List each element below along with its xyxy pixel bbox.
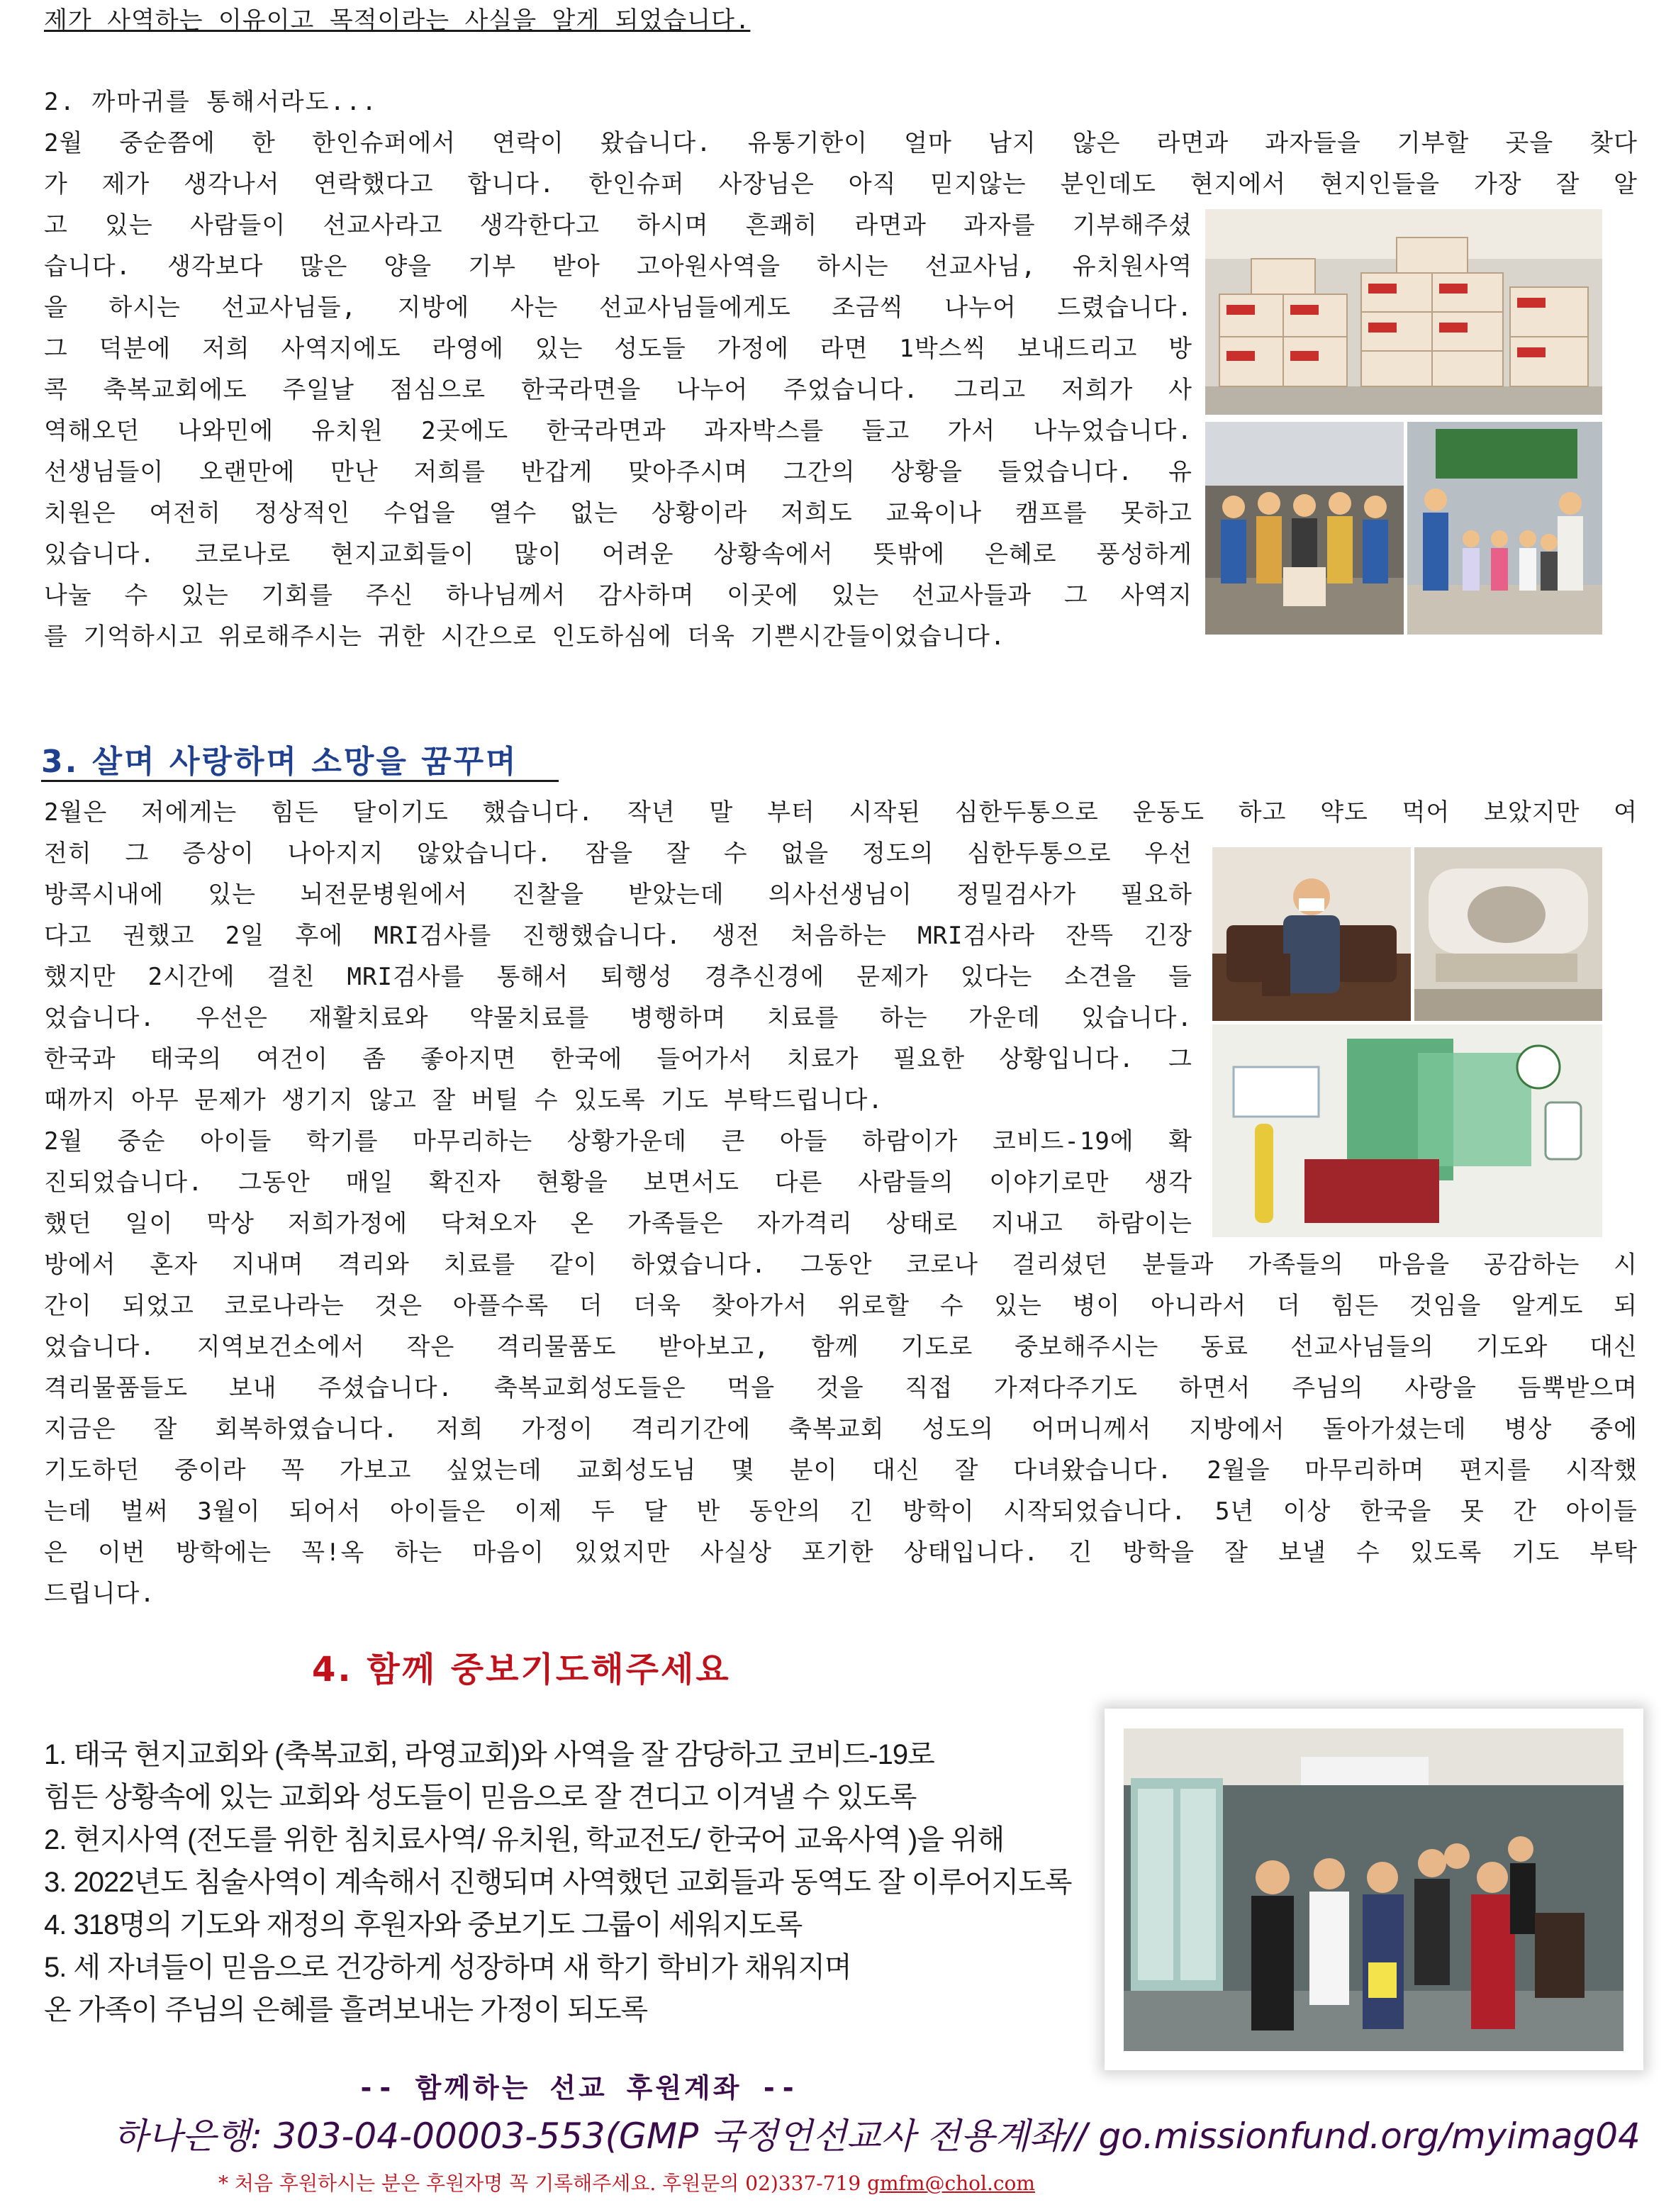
mri-scan-photo [1414, 847, 1602, 1021]
section3-line: 간이 되었고 코로나라는 것은 아플수록 더 더욱 찾아가서 위로할 수 있는 병이 아니라서 더 힘든 것임을 알게도 되 [44, 1292, 1638, 1320]
contact-email-link[interactable]: gmfm@chol.com [867, 2172, 1035, 2195]
donation-note-text: * 처음 후원하시는 분은 후원자명 꼭 기록해주세요. 후원문의 02)337-719 [218, 2172, 868, 2195]
section3-line: 드립니다. [44, 1580, 155, 1608]
section3-line: 전히 그 증상이 나아지지 않았습니다. 잠을 잘 수 없을 정도의 심한두통으로 우선 [44, 839, 1192, 868]
section3-line: 다고 권했고 2일 후에 MRI검사를 진행했습니다. 생전 처음하는 MRI검사라 잔뜩 긴장 [44, 922, 1192, 950]
bank-account-info: 하나은행: 303-04-00003-553(GMP 국정언선교사 전용계좌// go.missionfund.org/myimag04 [113, 2116, 1641, 2157]
section3-line: 했지만 2시간에 걸친 MRI검사를 통해서 퇴행성 경추신경에 문제가 있다는 소견을 들 [44, 963, 1192, 991]
section2-line: 를 기억하시고 위로해주시는 귀한 시간으로 인도하심에 더욱 기쁜시간들이었습니다. [44, 622, 1006, 651]
section3-line: 2월 중순 아이들 학기를 마무리하는 상황가운데 큰 아들 하람이가 코비드-19에 확 [44, 1127, 1192, 1156]
section2-line: 을 하시는 선교사님들, 지방에 사는 선교사님들에게도 조금씩 나누어 드렸습니다. [44, 294, 1192, 322]
prayer-item: 온 가족이 주님의 은혜를 흘려보내는 가정이 되도록 [44, 1994, 648, 2026]
section2-line: 콕 축복교회에도 주일날 점심으로 한국라면을 나누어 주었습니다. 그리고 저희가 사 [44, 376, 1192, 404]
prayer-item: 4. 318명의 기도와 재정의 후원자와 중보기도 그룹이 세워지도록 [44, 1909, 803, 1940]
section3-line: 때까지 아무 문제가 생기지 않고 잘 버틸 수 있도록 기도 부탁드립니다. [44, 1086, 883, 1115]
section3-line: 2월은 저에게는 힘든 달이기도 했습니다. 작년 말 부터 시작된 심한두통으로 운동도 하고 약도 먹어 보았지만 여 [44, 798, 1638, 827]
donation-note [218, 2169, 1035, 2198]
hospital-patient-photo [1212, 847, 1411, 1021]
section4-heading: 4. 함께 중보기도해주세요 [312, 1650, 731, 1689]
section3-line: 격리물품들도 보내 주셨습니다. 축복교회성도들은 먹을 것을 직접 가져다주기도 하면서 주님의 사랑을 듬뿍받으며 [44, 1374, 1638, 1402]
section3-heading-underline [41, 780, 559, 782]
prayer-item: 힘든 상황속에 있는 교회와 성도들이 믿음으로 잘 견디고 이겨낼 수 있도록 [44, 1782, 917, 1813]
kindergarten-children-photo [1407, 422, 1602, 635]
section3-line: 방콕시내에 있는 뇌전문병원에서 진찰을 받았는데 의사선생님이 정밀검사가 필요하 [44, 881, 1192, 909]
prayer-item: 2. 현지사역 (전도를 위한 침치료사역/ 유치원, 학교전도/ 한국어 교육사역 )을 위해 [44, 1824, 1005, 1855]
section3-line: 방에서 혼자 지내며 격리와 치료를 같이 하였습니다. 그동안 코로나 걸리셨던 분들과 가족들의 마음을 공감하는 시 [44, 1251, 1638, 1279]
prayer-item: 1. 태국 현지교회와 (축복교회, 라영교회)와 사역을 잘 감당하고 코비드-19로 [44, 1739, 934, 1770]
section2-line: 나눌 수 있는 기회를 주신 하나님께서 감사하며 이곳에 있는 선교사들과 그 사역지 [44, 581, 1192, 610]
section2-line: 있습니다. 코로나로 현지교회들이 많이 어려운 상황속에서 뜻밖에 은혜로 풍성하게 [44, 540, 1192, 569]
section2-line: 가 제가 생각나서 연락했다고 합니다. 한인슈퍼 사장님은 아직 믿지않는 분인데도 현지에서 현지인들을 가장 잘 알 [44, 170, 1638, 199]
section2-line: 습니다. 생각보다 많은 양을 기부 받아 고아원사역을 하시는 선교사님, 유치원사역 [44, 252, 1192, 281]
section2-line: 선생님들이 오랜만에 만난 저희를 반갑게 맞아주시며 그간의 상황을 들었습니다. 유 [44, 458, 1192, 486]
section3-line: 지금은 잘 회복하였습니다. 저희 가정이 격리기간에 축복교회 성도의 어머니께서 지방에서 돌아가셨는데 병상 중에 [44, 1415, 1638, 1443]
section3-line: 는데 벌써 3월이 되어서 아이들은 이제 두 달 반 동안의 긴 방학이 시작되었습니다. 5년 이상 한국을 못 간 아이들 [44, 1497, 1638, 1526]
section3-line: 기도하던 중이라 꼭 가보고 싶었는데 교회성도님 몇 분이 대신 잘 다녀왔습니다. 2월을 마무리하며 편지를 시작했 [44, 1456, 1638, 1485]
section2-line: 치원은 여전히 정상적인 수업을 열수 없는 상황이라 저희도 교육이나 캠프를 못하고 [44, 499, 1192, 527]
donation-account-label: -- 함께하는 선교 후원계좌 -- [358, 2072, 800, 2104]
church-group-photo [1124, 1728, 1624, 2051]
quarantine-supplies-photo [1212, 1024, 1602, 1237]
section3-line: 었습니다. 지역보건소에서 작은 격리물품도 받아보고, 함께 기도로 중보해주시는 동료 선교사님들의 기도와 대신 [44, 1333, 1638, 1361]
section3-line: 었습니다. 우선은 재활치료와 약물치료를 병행하며 치료를 하는 가운데 있습니다. [44, 1004, 1192, 1032]
section2-line: 역해오던 나와민에 유치원 2곳에도 한국라면과 과자박스를 들고 가서 나누었습니다. [44, 417, 1192, 445]
section2-line: 2월 중순쯤에 한 한인슈퍼에서 연락이 왔습니다. 유통기한이 얼마 남지 않은 라면과 과자들을 기부할 곳을 찾다 [44, 129, 1638, 157]
section3-line: 은 이번 방학에는 꼭!옥 하는 마음이 있었지만 사실상 포기한 상태입니다. 긴 방학을 잘 보낼 수 있도록 기도 부탁 [44, 1538, 1638, 1567]
section2-line: 고 있는 사람들이 선교사라고 생각한다고 하시며 흔쾌히 라면과 과자를 기부해주셨 [44, 211, 1192, 240]
kindergarten-visit-photo [1205, 422, 1404, 635]
section3-line: 진되었습니다. 그동안 매일 확진자 현황을 보면서도 다른 사람들의 이야기로만 생각 [44, 1168, 1192, 1197]
ramen-boxes-photo [1205, 209, 1602, 415]
prayer-item: 5. 세 자녀들이 믿음으로 건강하게 성장하며 새 학기 학비가 채워지며 [44, 1952, 851, 1983]
section3-line: 한국과 태국의 여건이 좀 좋아지면 한국에 들어가서 치료가 필요한 상황입니다. 그 [44, 1045, 1192, 1073]
intro-line: 제가 사역하는 이유이고 목적이라는 사실을 알게 되었습니다. [44, 6, 751, 35]
prayer-item: 3. 2022년도 침술사역이 계속해서 진행되며 사역했던 교회들과 동역도 잘 이루어지도록 [44, 1867, 1072, 1898]
section3-line: 했던 일이 막상 저희가정에 닥쳐오자 온 가족들은 자가격리 상태로 지내고 하람이는 [44, 1210, 1192, 1238]
section3-heading: 3. 살며 사랑하며 소망을 꿈꾸며 [41, 744, 518, 780]
section2-line: 그 덕분에 저희 사역지에도 라영에 있는 성도들 가정에 라면 1박스씩 보내드리고 방 [44, 335, 1192, 363]
section2-heading: 2. 까마귀를 통해서라도... [44, 88, 378, 116]
